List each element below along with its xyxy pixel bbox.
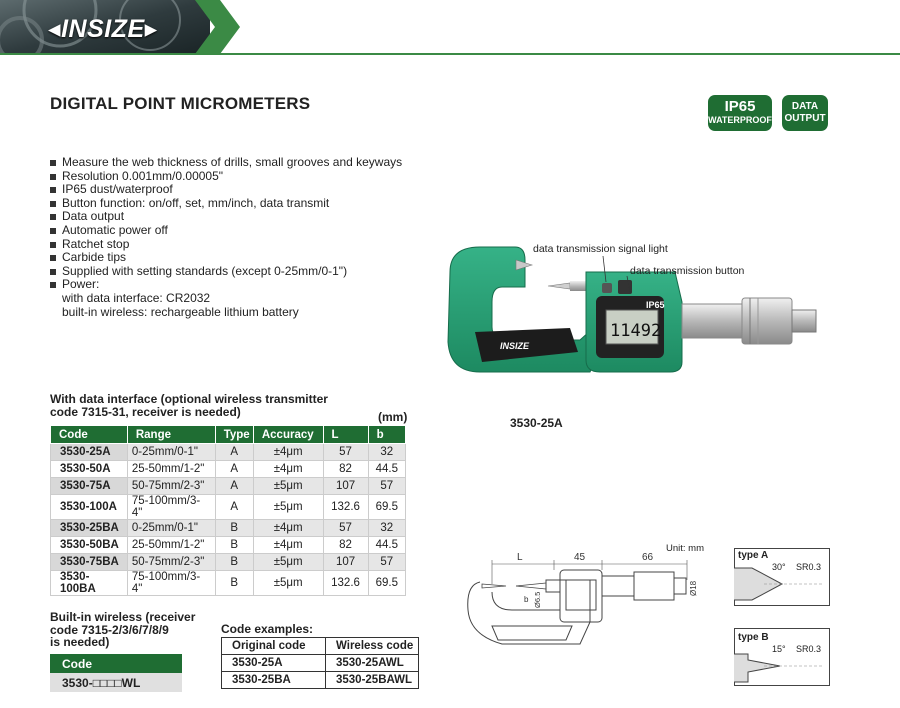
ip65-badge: [708, 95, 772, 131]
cell-accuracy: ±4μm: [253, 537, 323, 554]
model-label: 3530-25A: [510, 416, 563, 430]
cell-range: 50-75mm/2-3": [127, 554, 215, 571]
table1-unit: (mm): [378, 410, 408, 424]
logo-arrow-icon: ◂: [48, 15, 62, 43]
cell-b: 69.5: [368, 495, 405, 520]
cell-range: 50-75mm/2-3": [127, 478, 215, 495]
cell-accuracy: ±5μm: [253, 478, 323, 495]
cell-l: 107: [323, 554, 368, 571]
feature-item: Carbide tips: [50, 251, 402, 265]
frame-logo: INSIZE: [500, 341, 530, 351]
cell-accuracy: ±4μm: [253, 461, 323, 478]
logo-text: INSIZE: [61, 15, 145, 43]
table2-caption-line3: is needed): [50, 635, 110, 649]
cell-b: 69.5: [368, 571, 405, 596]
cell-code: 3530-□□□□WL: [50, 673, 182, 692]
feature-item: Ratchet stop: [50, 238, 402, 252]
cell-b: 44.5: [368, 537, 405, 554]
cell-code: 3530-100BA: [51, 571, 128, 596]
feature-item: Supplied with setting standards (except 0-25mm/0-1"): [50, 265, 402, 279]
brand-logo: [48, 14, 158, 44]
cell-code: 3530-50BA: [51, 537, 128, 554]
logo-arrow-icon: ▸: [144, 15, 158, 43]
col-header-b: b: [368, 426, 405, 444]
power-detail: with data interface: CR2032: [62, 290, 211, 305]
table1-caption-line1: With data interface (optional wireless transmitter: [50, 392, 328, 406]
col-header-wireless: Wireless code: [326, 638, 419, 655]
cell-type: A: [215, 478, 253, 495]
table2-caption: [50, 611, 195, 649]
cell-wireless: 3530-25AWL: [326, 655, 419, 672]
data-output-line2: OUTPUT: [784, 113, 826, 124]
col-header-original: Original code: [222, 638, 326, 655]
dim-d18: Ø18: [689, 580, 698, 596]
unit-label: Unit: mm: [666, 543, 704, 554]
type-a-detail: [734, 548, 830, 606]
table-row: [51, 537, 406, 554]
cell-b: 57: [368, 478, 405, 495]
cell-accuracy: ±4μm: [253, 520, 323, 537]
table-row: [51, 554, 406, 571]
feature-item: Resolution 0.001mm/0.00005": [50, 170, 402, 184]
dim-l: L: [517, 552, 523, 563]
table-row: [51, 571, 406, 596]
cell-code: 3530-100A: [51, 495, 128, 520]
table-row: [222, 672, 419, 689]
feature-item: Automatic power off: [50, 224, 402, 238]
feature-item: Data output: [50, 210, 402, 224]
cell-range: 0-25mm/0-1": [127, 520, 215, 537]
power-detail: built-in wireless: rechargeable lithium battery: [62, 304, 299, 319]
code-examples-caption: Code examples:: [221, 622, 314, 636]
type-b-label: type B: [738, 632, 769, 643]
col-header-accuracy: Accuracy: [253, 426, 323, 444]
cell-b: 57: [368, 554, 405, 571]
col-header-code: Code: [50, 654, 182, 673]
cell-range: 75-100mm/3-4": [127, 571, 215, 596]
type-b-radius: SR0.3: [796, 644, 822, 654]
wireless-code-table: [50, 654, 182, 692]
cell-type: B: [215, 571, 253, 596]
table1-caption: [50, 393, 328, 419]
type-b-detail: [734, 628, 830, 686]
cell-range: 25-50mm/1-2": [127, 537, 215, 554]
cell-code: 3530-50A: [51, 461, 128, 478]
cell-accuracy: ±5μm: [253, 554, 323, 571]
col-header-code: Code: [51, 426, 128, 444]
page-title: DIGITAL POINT MICROMETERS: [50, 94, 311, 113]
table-row: [51, 478, 406, 495]
cell-wireless: 3530-25BAWL: [326, 672, 419, 689]
cell-type: A: [215, 461, 253, 478]
cell-type: B: [215, 520, 253, 537]
feature-item: Measure the web thickness of drills, small grooves and keyways: [50, 156, 402, 170]
table1-caption-line2: code 7315-31, receiver is needed): [50, 405, 241, 419]
cell-code: 3530-25A: [51, 444, 128, 461]
data-output-badge: [782, 95, 828, 131]
cell-b: 32: [368, 520, 405, 537]
code-examples-table: [221, 637, 419, 689]
cell-l: 132.6: [323, 571, 368, 596]
type-a-angle: 30°: [772, 562, 786, 572]
type-b-angle: 15°: [772, 644, 786, 654]
cell-range: 25-50mm/1-2": [127, 461, 215, 478]
display-value: 11492: [610, 321, 662, 341]
dim-66: 66: [642, 552, 654, 563]
table-row: [51, 520, 406, 537]
dim-45: 45: [574, 552, 586, 563]
cell-accuracy: ±5μm: [253, 571, 323, 596]
cell-l: 82: [323, 537, 368, 554]
col-header-range: Range: [127, 426, 215, 444]
cell-range: 75-100mm/3-4": [127, 495, 215, 520]
product-photo: [420, 232, 840, 412]
table-row: [51, 444, 406, 461]
cell-code: 3530-75BA: [51, 554, 128, 571]
table-row: [222, 655, 419, 672]
svg-text:IP65: IP65: [646, 300, 665, 310]
feature-item: IP65 dust/waterproof: [50, 183, 402, 197]
spec-table: [50, 425, 406, 596]
callout-transmit-button: data transmission button: [630, 265, 745, 277]
cell-accuracy: ±4μm: [253, 444, 323, 461]
technical-drawing: [462, 540, 717, 700]
waterproof-label: WATERPROOF: [708, 115, 772, 125]
cell-l: 82: [323, 461, 368, 478]
ip65-label: IP65: [724, 98, 756, 115]
cell-type: B: [215, 554, 253, 571]
cell-type: A: [215, 495, 253, 520]
feature-item: Power:: [50, 278, 402, 292]
cell-original: 3530-25A: [222, 655, 326, 672]
table-row: [51, 461, 406, 478]
cell-l: 132.6: [323, 495, 368, 520]
dim-b: b: [524, 595, 529, 604]
col-header-type: Type: [215, 426, 253, 444]
callout-signal-light: data transmission signal light: [533, 243, 668, 255]
data-output-line1: DATA: [791, 101, 819, 112]
feature-list: [50, 156, 402, 319]
cell-code: 3530-25BA: [51, 520, 128, 537]
cell-type: B: [215, 537, 253, 554]
cell-range: 0-25mm/0-1": [127, 444, 215, 461]
table-header-row: [51, 426, 406, 444]
table2-caption-line1: Built-in wireless (receiver: [50, 610, 196, 624]
cell-code: 3530-75A: [51, 478, 128, 495]
cell-b: 44.5: [368, 461, 405, 478]
cell-original: 3530-25BA: [222, 672, 326, 689]
col-header-l: L: [323, 426, 368, 444]
type-a-label: type A: [738, 550, 769, 561]
table-row: [51, 495, 406, 520]
cell-b: 32: [368, 444, 405, 461]
dim-d65: Ø6.5: [533, 591, 542, 608]
header-rule: [0, 53, 900, 55]
table2-caption-line2: code 7315-2/3/6/7/8/9: [50, 622, 169, 637]
cell-type: A: [215, 444, 253, 461]
type-a-radius: SR0.3: [796, 562, 822, 572]
cell-l: 57: [323, 520, 368, 537]
feature-item: Button function: on/off, set, mm/inch, data transmit: [50, 197, 402, 211]
cell-accuracy: ±5μm: [253, 495, 323, 520]
cell-l: 57: [323, 444, 368, 461]
cell-l: 107: [323, 478, 368, 495]
